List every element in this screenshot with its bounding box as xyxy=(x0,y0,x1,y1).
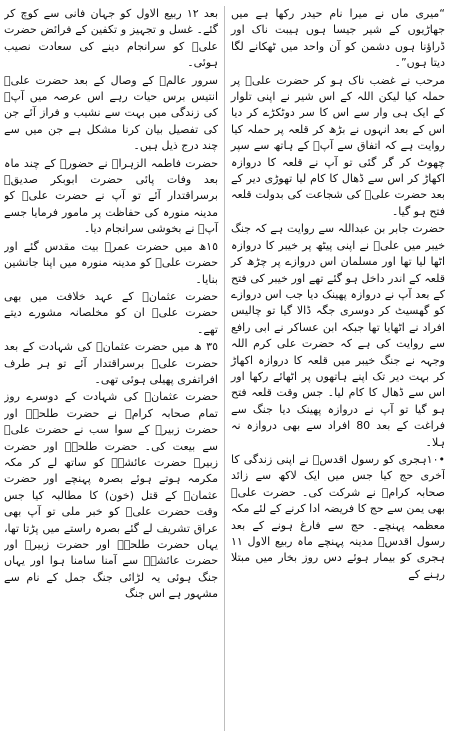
right-paragraph-1: “میری ماں نے میرا نام حیدر رکھا ہے میں جھاڑیوں کے شیر جیسا ہوں ہیبت ناک اور ڈراؤنا ہوں دشمن کو آن واحد میں ٹھکانے لگا دیتا ہوں”۔ xyxy=(231,7,445,70)
left-column xyxy=(4,6,224,731)
left-paragraph-7: حضرت عثمانؓ کی شہادت کے دوسرے روز تمام صحابہ کرامؓ نے حضرت طلحہؓ اور حضرت زبیرؓ کے سوا سب نے حضرت علیؓ سے بیعت کی۔ حضرت طلحہؓ اور حضرت زبیرؓ حضرت عائشہؓ کو ساتھ لے کر مکہ مکرمہ ہوتے ہوئے بصرہ پہنچے اور حضرت عثمانؓ کے قتل (خون) کا مطالبہ کیا جس وقت حضرت علیؓ کو خبر ملی تو آپ بھی عراق تشریف لے گئے بصرہ راستے میں پڑتا تھا، یہاں حضرت طلحہؓ اور حضرت زبیرؓ اور حضرت عائشہؓ سے آمنا سامنا ہوا اور یہاں جنگ ہوئی یہ لڑائی جنگ جمل کے نام سے مشہور ہے اس جنگ xyxy=(4,390,218,601)
left-paragraph-2: سرور عالمؐ کے وصال کے بعد حضرت علیؓ انتیس برس حیات رہے اس عرصہ میں آپؓ کی زندگی میں بہت سے نشیب و فراز آئے جن کی تفصیل بیان کرنا مشکل ہے جن میں سے چند درج ذیل ہیں۔ xyxy=(4,73,218,153)
left-paragraph-5: حضرت عثمانؓ کے عہد خلافت میں بھی حضرت علیؓ ان کو مخلصانہ مشورے دیتے تھے۔ xyxy=(4,289,218,336)
left-paragraph-6: ٣٥ ھ میں حضرت عثمانؓ کی شہادت کے بعد حضرت علیؓ برسراقتدار آئے تو ہر طرف افراتفری پھیلی ہوئی تھی۔ xyxy=(4,340,218,386)
left-paragraph-4: ١٥ھ میں حضرت عمرؓ بیت مقدس گئے اور حضرت علیؓ کو مدینہ منورہ میں اپنا جانشین بنایا۔ xyxy=(4,239,218,286)
left-paragraph-1: بعد ١٢ ربیع الاول کو جہان فانی سے کوچ کر گئے۔ غسل و تجہیز و تکفین کے فرائض حضرت علیؓ کو سرانجام دینے کی سعادت نصیب ہوئی۔ xyxy=(4,7,219,70)
right-paragraph-2: مرحب نے غضب ناک ہو کر حضرت علیؓ پر حملہ کیا لیکن اللہ کے اس شیر نے اپنی تلوار کے ایک ہی وار سے اس کا سر دوٹکڑے کر دیا اس کے بعد انہوں نے بڑھ کر قلعہ پر حملہ کیا روایت ہے کہ اتفاق سے آپؓ کے ہاتھ سے سپر چھوٹ کر گر گئی تو آپ نے قلعہ کا دروازہ اکھاڑ کر اس سے ڈھال کا کام لیا تھوڑی دیر کے بعد حضرت علیؓ کی شجاعت کی بدولت قلعہ فتح ہو گیا۔ xyxy=(231,73,445,218)
right-paragraph-3: حضرت جابر بن عبداللہ سے روایت ہے کہ جنگ خیبر میں علیؓ نے اپنی پیٹھ پر خیبر کا دروازہ اٹھا لیا تھا اور مسلمان اس دروازے پر چڑھ کر قلعہ کے اندر داخل ہو گئے تھے اور خیبر کی فتح کے بعد آپ نے دروازہ پھینک دیا جب اس دروازے کو گھسیٹ کر دوسری جگہ ڈالا گیا تو چالیس افراد نے اٹھایا تھا جبکہ ابن عساکر نے ابی رافع سے روایت کی ہے کہ حضرت علی کرم اللہ وجہہ نے جنگ خیبر میں قلعہ کا دروازہ اکھاڑ کر بہت دیر تک اپنے ہاتھوں پر اٹھائے رکھا اور اس سے ڈھال کا کام لیا۔ جس وقت قلعہ فتح ہو گیا تو آپ نے دروازہ پھینک دیا جنگ سے فراغت کے بعد 80 افراد سے بھی دروازہ نہ ہلا۔ xyxy=(231,222,445,449)
left-paragraph-3: حضرت فاطمہ الزہراؓ نے حضورؐ کے چند ماہ بعد وفات پائی حضرت ابوبکر صدیقؓ برسراقتدار آئے تو آپ نے حضرت علیؓ کو مدینہ منورہ کی حفاظت پر مامور فرمایا جسے آپؓ نے بخوشی سرانجام دیا۔ xyxy=(4,156,218,236)
right-column xyxy=(225,6,445,731)
right-paragraph-4: •١٠ہجری کو رسول اقدسؐ نے اپنی زندگی کا آخری حج کیا جس میں ایک لاکھ سے زائد صحابہ کرامؓ نے شرکت کی۔ حضرت علیؓ بھی یمن سے حج کا فریضہ ادا کرنے کے لئے مکہ معظمہ پہنچے۔ حج سے فارغ ہونے کے بعد رسول اقدسؐ مدینہ پہنچے ماہ ربیع الاول ١١ ہجری کو بیمار ہوئے دس روز بخار میں مبتلا رہنے کے xyxy=(231,452,445,581)
